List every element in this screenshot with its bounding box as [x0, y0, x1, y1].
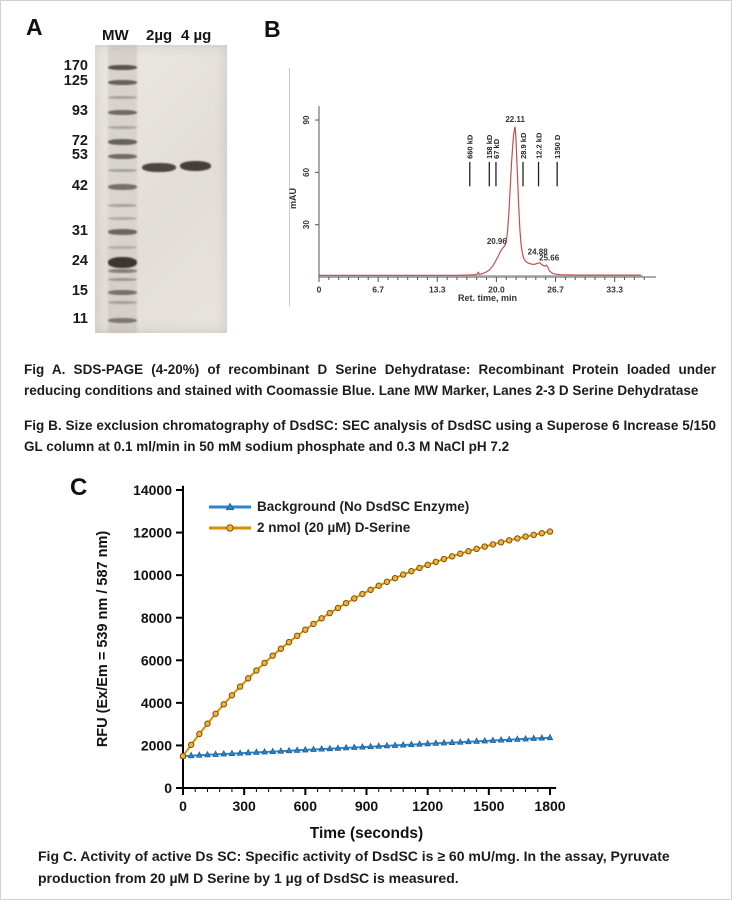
- y-tick-label: 60: [302, 167, 311, 177]
- y-tick-label: 6000: [140, 652, 172, 669]
- mw-label: 11: [72, 311, 88, 327]
- y-tick-label: 90: [302, 115, 311, 125]
- data-marker: [229, 693, 234, 698]
- peak-label: 20.96: [486, 236, 507, 246]
- legend-label: Background (No DsdSC Enzyme): [257, 499, 470, 514]
- data-marker: [180, 753, 185, 758]
- y-tick-label: 4000: [140, 694, 172, 711]
- data-marker: [221, 702, 226, 707]
- x-tick-label: 26.7: [547, 284, 564, 295]
- x-tick-label: 20.0: [488, 284, 505, 295]
- data-marker: [376, 583, 381, 588]
- data-marker: [254, 668, 259, 673]
- x-tick-label: 33.3: [606, 284, 623, 295]
- data-marker: [368, 587, 373, 592]
- data-marker: [417, 565, 422, 570]
- x-tick-label: 1500: [473, 798, 505, 814]
- x-tick-label: 0: [316, 284, 322, 295]
- peak-label: 25.66: [539, 253, 560, 263]
- series-d-serine: [183, 532, 550, 757]
- ladder-band: [108, 301, 137, 304]
- sec-chromatogram-chart: [280, 60, 690, 315]
- ladder-band: [108, 246, 137, 249]
- legend-item: [207, 496, 469, 517]
- x-axis-title: Time (seconds): [309, 825, 424, 842]
- mw-marker-label: 1350 D: [552, 134, 562, 159]
- y-tick-label: 14000: [133, 482, 172, 499]
- mw-marker-label: 660 kD: [465, 134, 475, 159]
- gel-image: [95, 45, 227, 333]
- ladder-band: [108, 154, 137, 159]
- data-marker: [401, 572, 406, 577]
- lane-header-mw: MW: [102, 27, 129, 44]
- ladder-band: [108, 217, 137, 220]
- panel-a-label: A: [26, 14, 43, 40]
- y-tick-label: 10000: [133, 567, 172, 584]
- data-marker: [392, 575, 397, 580]
- series-uv-trace: [319, 127, 641, 275]
- chart-legend: [207, 496, 469, 538]
- panel-c-label: C: [70, 474, 88, 501]
- data-marker: [303, 627, 308, 632]
- ladder-band: [108, 204, 137, 207]
- data-marker: [482, 544, 487, 549]
- data-marker: [474, 546, 479, 551]
- data-marker: [360, 591, 365, 596]
- data-marker: [213, 711, 218, 716]
- mw-marker-label: 158 kD: [485, 134, 495, 159]
- mw-label: 42: [71, 178, 88, 194]
- lane-header-2ug: 2µg: [146, 27, 173, 44]
- data-marker: [319, 616, 324, 621]
- data-marker: [286, 639, 291, 644]
- data-marker: [449, 554, 454, 559]
- ladder-band: [108, 269, 137, 273]
- data-marker: [352, 596, 357, 601]
- mw-label: 170: [63, 58, 88, 74]
- x-tick-label: 1200: [412, 798, 444, 814]
- ladder-band: [108, 278, 137, 281]
- data-marker: [466, 549, 471, 554]
- ladder-band: [108, 110, 137, 115]
- data-marker: [327, 610, 332, 615]
- data-marker: [531, 532, 536, 537]
- caption-fig-c: Fig C. Activity of active Ds SC: Specific activity of DsdSC is ≥ 60 mU/mg. In the assay, Pyruvate production from 20 µM D Serine by 1 µg of DsdSC is measured.: [38, 848, 670, 886]
- data-marker: [409, 569, 414, 574]
- data-marker: [197, 731, 202, 736]
- ladder-band: [108, 229, 137, 235]
- data-marker: [278, 646, 283, 651]
- data-marker: [547, 529, 552, 534]
- data-marker: [523, 534, 528, 539]
- mw-marker-label: 12.2 kD: [534, 132, 544, 159]
- x-tick-label: 6.7: [372, 284, 385, 295]
- sample-band: [180, 161, 211, 171]
- ladder-band: [108, 80, 137, 85]
- mw-label: 93: [71, 103, 88, 119]
- ladder-band: [108, 126, 137, 129]
- y-axis-title: RFU (Ex/Em = 539 nm / 587 nm): [95, 530, 111, 748]
- data-marker: [188, 742, 193, 747]
- data-marker: [237, 684, 242, 689]
- lane-header-4ug: 4 µg: [181, 27, 212, 44]
- data-marker: [384, 579, 389, 584]
- data-marker: [246, 676, 251, 681]
- mw-label: 53: [71, 147, 88, 163]
- y-tick-label: 0: [164, 780, 172, 797]
- x-tick-label: 13.3: [428, 284, 446, 295]
- legend-marker: [227, 524, 233, 530]
- data-marker: [441, 556, 446, 561]
- y-tick-label: 30: [302, 220, 311, 230]
- data-marker: [507, 538, 512, 543]
- legend-swatch: [207, 500, 253, 514]
- data-marker: [490, 542, 495, 547]
- data-marker: [515, 536, 520, 541]
- y-tick-label: 8000: [140, 609, 172, 626]
- caption-fig-a: Fig A. SDS-PAGE (4-20%) of recombinant D Serine Dehydratase: Recombinant Protein loaded under reducing conditions and stained with Coomassie Blue. Lane MW Marker, Lanes 2-3 D Serine Dehydratase: [24, 362, 716, 398]
- x-tick-label: 300: [232, 798, 256, 814]
- ladder-band: [108, 318, 137, 323]
- data-marker: [311, 621, 316, 626]
- ladder-band: [108, 139, 137, 145]
- data-marker: [539, 531, 544, 536]
- x-tick-label: 0: [179, 798, 187, 814]
- data-marker: [425, 562, 430, 567]
- data-marker: [205, 721, 210, 726]
- mw-label: 15: [71, 283, 88, 299]
- mw-label: 125: [63, 73, 88, 89]
- panel-b-label: B: [264, 16, 281, 42]
- sample-band: [142, 163, 176, 172]
- mw-label: 24: [71, 253, 88, 269]
- data-marker: [335, 605, 340, 610]
- data-marker: [262, 660, 267, 665]
- legend-item: [207, 517, 469, 538]
- mw-marker-label: 67 kD: [491, 138, 501, 159]
- data-marker: [498, 540, 503, 545]
- mw-label: 72: [71, 133, 88, 149]
- data-marker: [433, 559, 438, 564]
- y-tick-label: 2000: [140, 737, 172, 754]
- data-marker: [270, 653, 275, 658]
- x-tick-label: 600: [293, 798, 318, 814]
- ladder-band: [108, 65, 137, 70]
- data-marker: [343, 600, 348, 605]
- x-tick-label: 1800: [534, 798, 566, 814]
- y-axis-title: mAU: [288, 188, 298, 210]
- legend-swatch: [207, 521, 253, 535]
- y-tick-label: 12000: [133, 524, 172, 541]
- x-axis-title: Ret. time, min: [458, 293, 518, 303]
- legend-label: 2 nmol (20 µM) D-Serine: [257, 520, 411, 535]
- data-marker: [294, 633, 299, 638]
- ladder-band: [108, 169, 137, 172]
- ladder-band: [108, 184, 137, 190]
- ladder-band: [108, 257, 137, 268]
- mw-label: 31: [71, 223, 88, 239]
- peak-label: 22.11: [505, 114, 525, 124]
- caption-fig-b: Fig B. Size exclusion chromatography of DsdSC: SEC analysis of DsdSC using a Superose 6 Increase 5/150 GL column at 0.1 ml/min in 50 mM sodium phosphate and 0.3 M NaCl pH 7.2: [24, 418, 716, 454]
- x-tick-label: 900: [354, 798, 379, 814]
- mw-marker-label: 28.9 kD: [518, 132, 528, 159]
- peak-label: 24.88: [527, 247, 548, 257]
- data-marker: [458, 551, 463, 556]
- ladder-band: [108, 290, 137, 295]
- ladder-band: [108, 96, 137, 99]
